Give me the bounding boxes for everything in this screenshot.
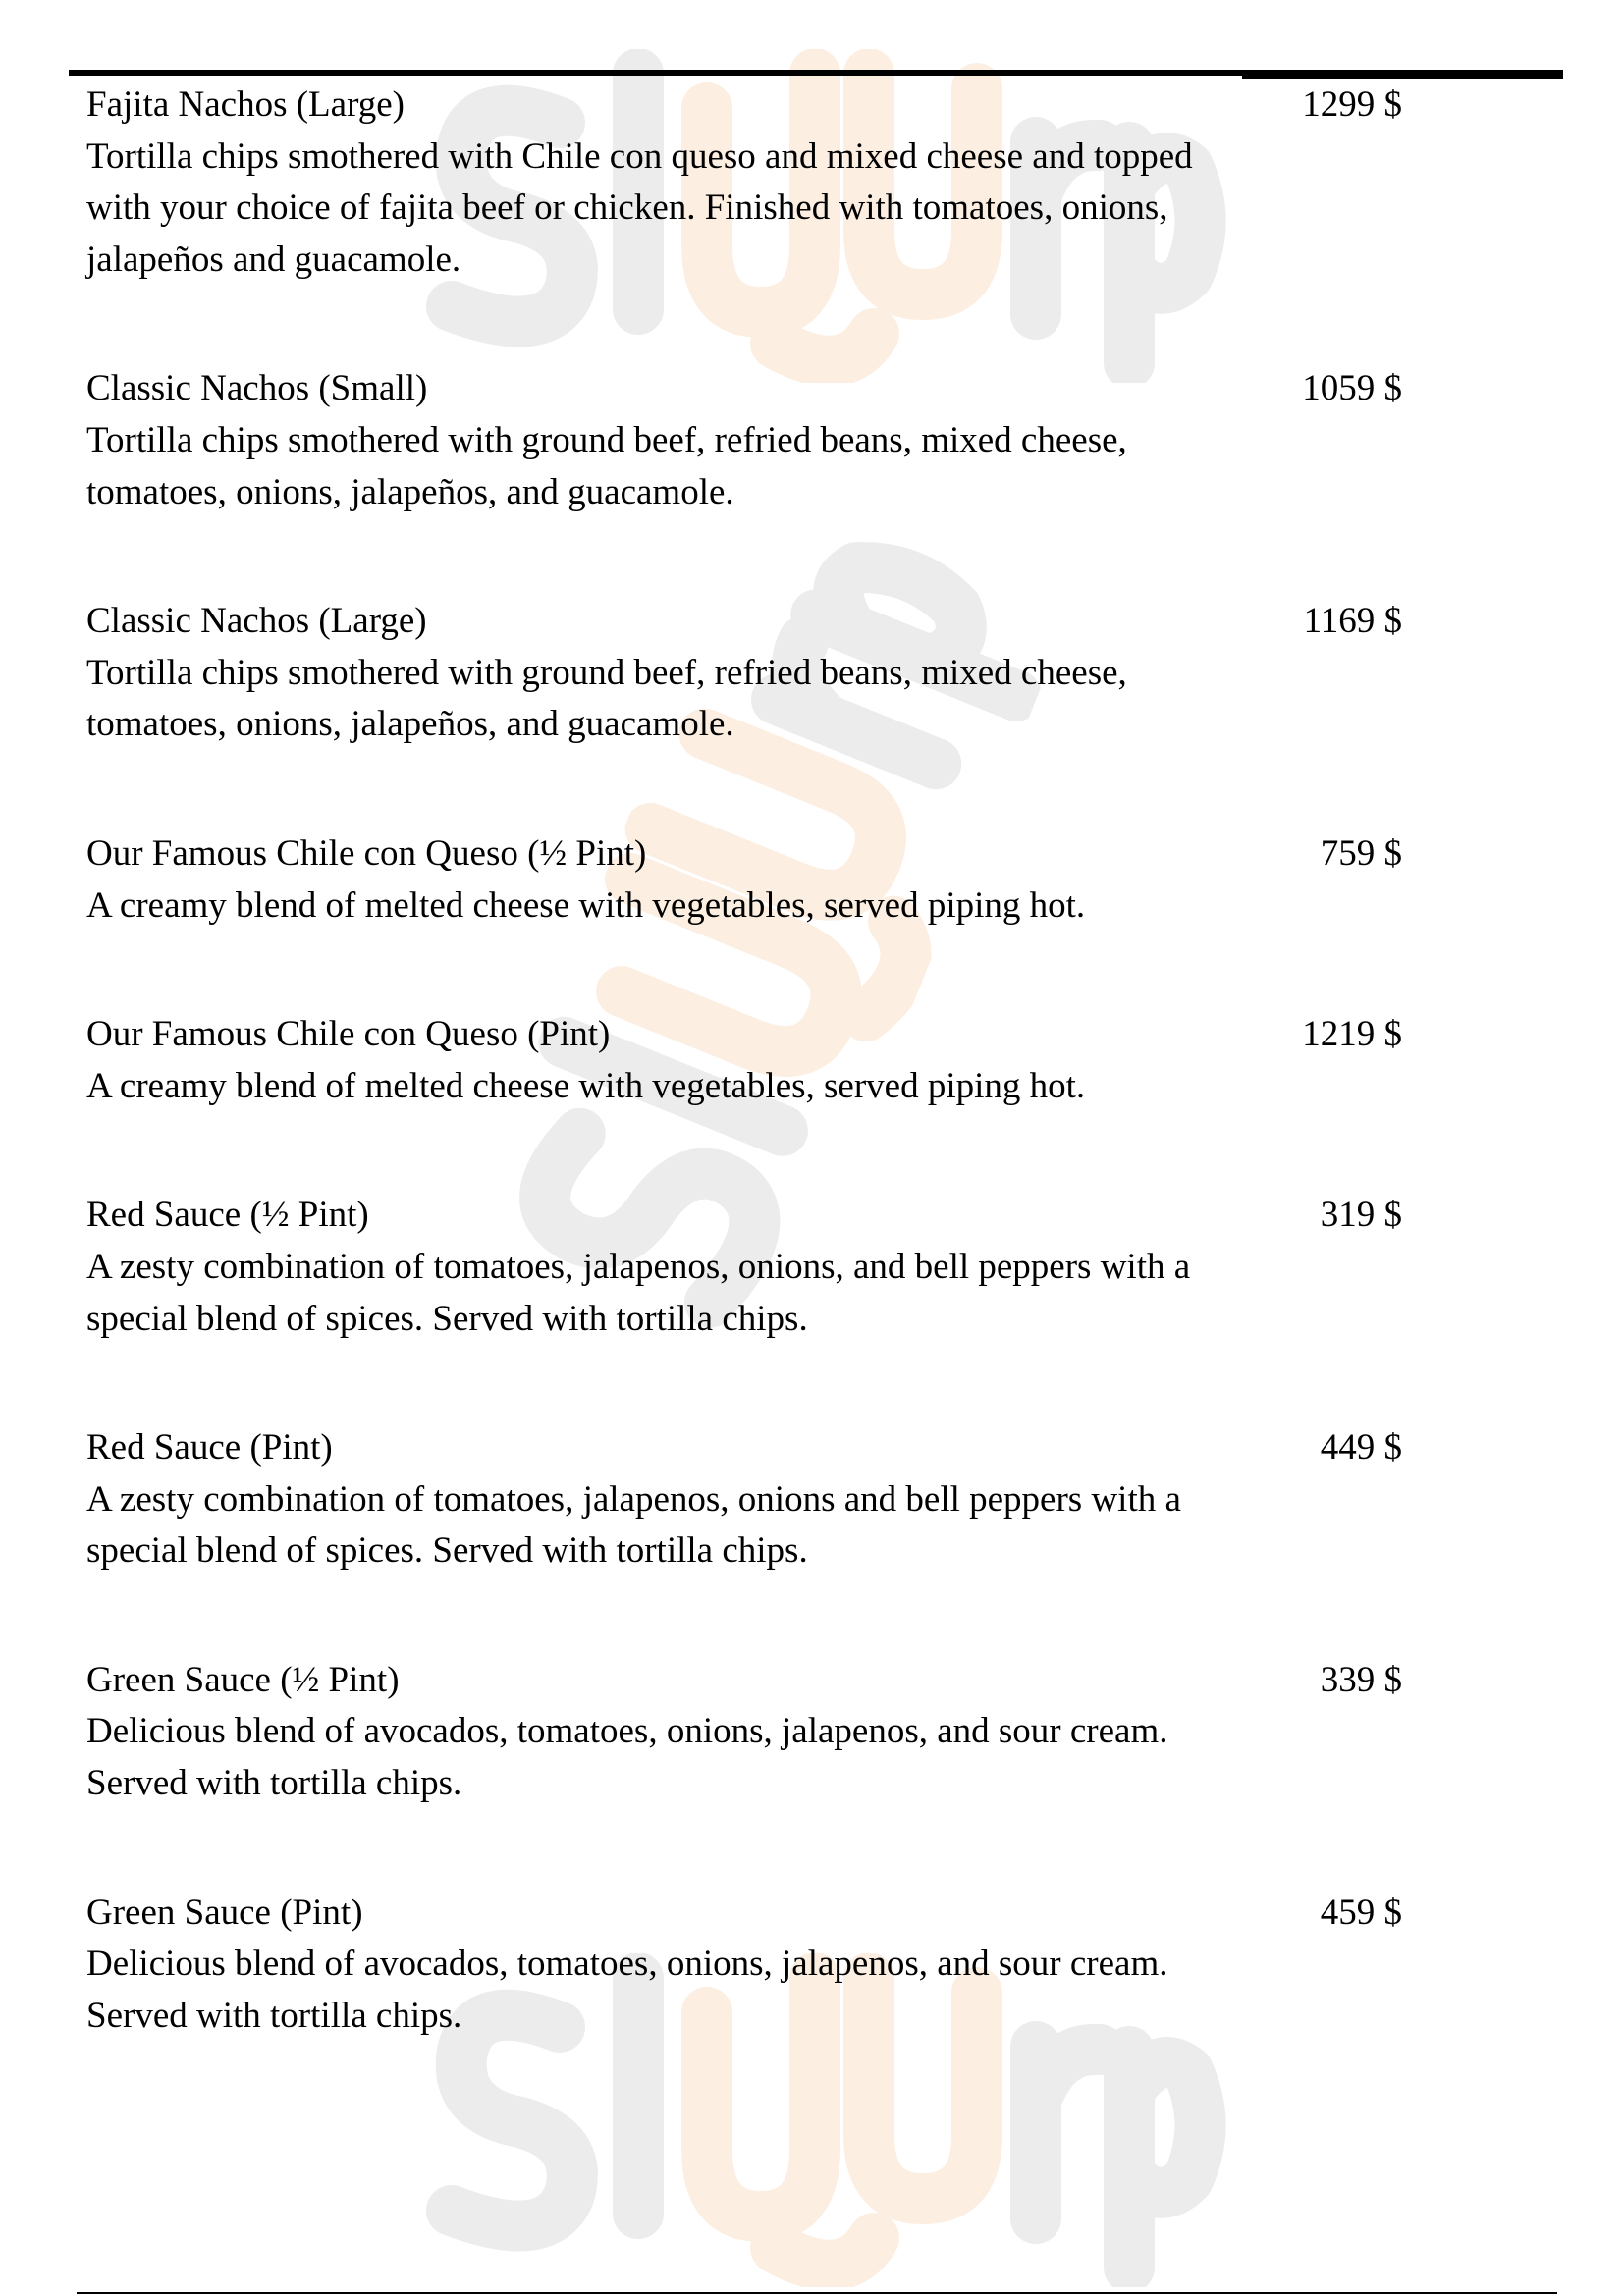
item-description: Tortilla chips smothered with ground beef, refried beans, mixed cheese, tomatoes, onions, jalapeños, and guacamole. [86,652,1127,745]
menu-list [86,80,1402,2119]
item-price: 1059 $ [1302,368,1402,409]
item-price: 1299 $ [1302,84,1402,125]
item-description: A creamy blend of melted cheese with vegetables, served piping hot. [86,1065,1086,1106]
menu-item [86,363,1402,518]
item-description: A zesty combination of tomatoes, jalapenos, onions and bell peppers with a special blend of spices. Served with tortilla chips. [86,1478,1181,1572]
item-name: Red Sauce (Pint) [86,1427,333,1468]
item-description: Tortilla chips smothered with Chile con queso and mixed cheese and topped with your choice of fajita beef or chicken. Finished with tomatoes, onions, jalapeños and guacamole. [86,135,1193,280]
menu-item [86,1190,1402,1345]
item-name: Classic Nachos (Small) [86,368,428,409]
item-price: 339 $ [1320,1659,1402,1700]
item-text [86,1422,1255,1577]
menu-item [86,1422,1402,1577]
item-text [86,1888,1255,2043]
item-name: Green Sauce (½ Pint) [86,1659,400,1700]
menu-item [86,80,1402,286]
item-text [86,363,1255,518]
item-text [86,1009,1255,1112]
item-text [86,1190,1255,1345]
item-description: Delicious blend of avocados, tomatoes, onions, jalapenos, and sour cream. Served with tortilla chips. [86,1944,1168,2036]
item-text [86,828,1255,932]
item-description: Delicious blend of avocados, tomatoes, onions, jalapenos, and sour cream. Served with tortilla chips. [86,1711,1168,1804]
item-name: Fajita Nachos (Large) [86,84,405,125]
menu-item [86,828,1402,932]
item-name: Red Sauce (½ Pint) [86,1195,369,1236]
item-text [86,1655,1255,1810]
item-price: 319 $ [1320,1195,1402,1236]
menu-item [86,1888,1402,2043]
bottom-rule [77,2292,1557,2294]
item-price: 459 $ [1320,1892,1402,1933]
item-price: 1219 $ [1302,1014,1402,1055]
item-description: Tortilla chips smothered with ground beef, refried beans, mixed cheese, tomatoes, onions, jalapeños, and guacamole. [86,419,1127,512]
item-text [86,596,1255,751]
item-description: A creamy blend of melted cheese with vegetables, served piping hot. [86,884,1086,926]
menu-item [86,1655,1402,1810]
item-description: A zesty combination of tomatoes, jalapenos, onions, and bell peppers with a special blend of spices. Served with tortilla chips. [86,1246,1191,1339]
item-name: Our Famous Chile con Queso (½ Pint) [86,832,647,874]
item-price: 1169 $ [1303,601,1402,642]
item-price: 449 $ [1320,1427,1402,1468]
item-price: 759 $ [1320,832,1402,874]
item-text [86,80,1255,286]
item-name: Classic Nachos (Large) [86,601,427,642]
menu-item [86,1009,1402,1112]
top-rule-thick [1242,70,1563,79]
menu-item [86,596,1402,751]
item-name: Our Famous Chile con Queso (Pint) [86,1014,611,1055]
item-name: Green Sauce (Pint) [86,1892,363,1933]
